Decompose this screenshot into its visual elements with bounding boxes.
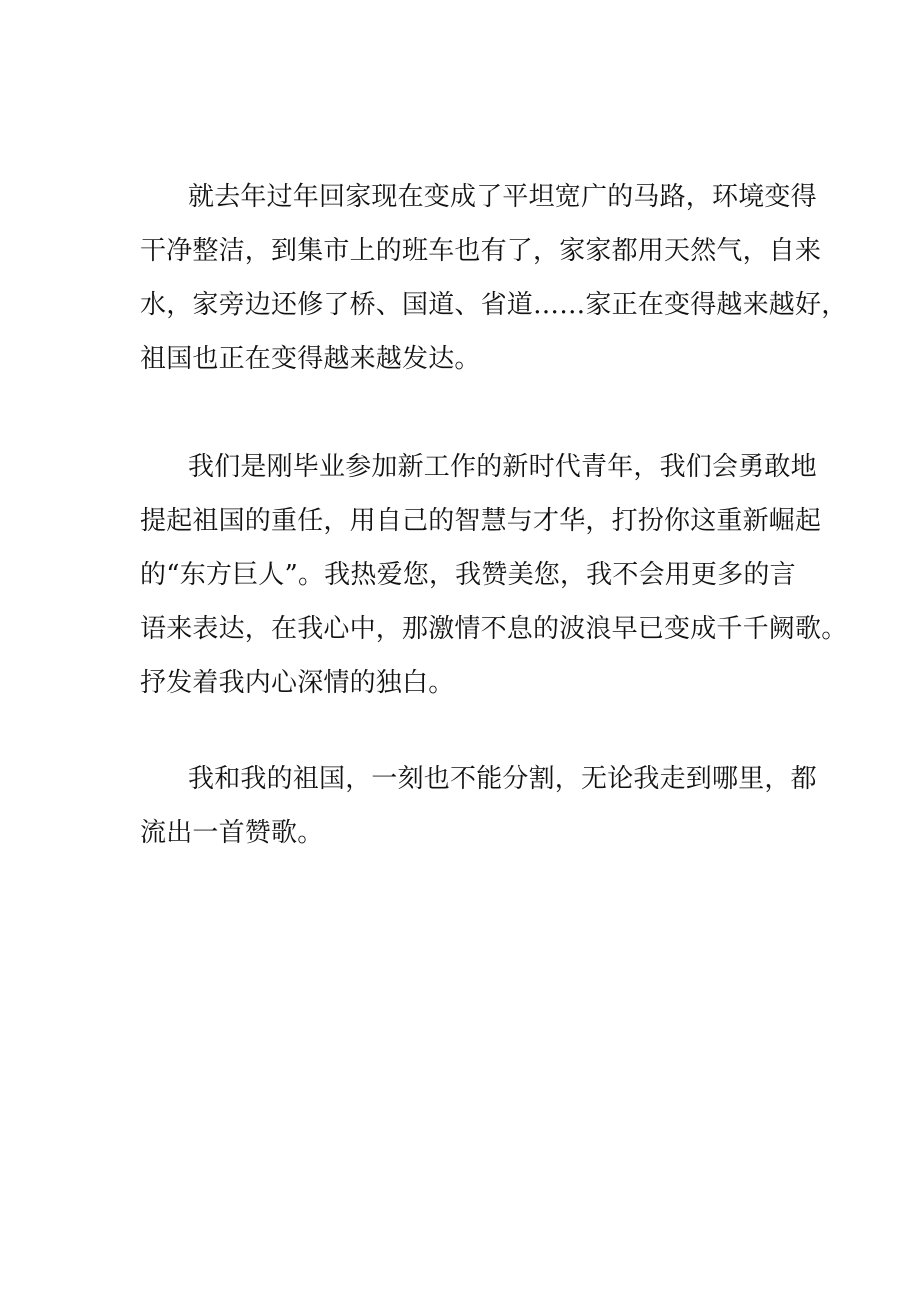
- paragraph-2: [140, 440, 848, 710]
- paragraph-line: 提起祖国的重任，用自己的智慧与才华，打扮你这重新崛起: [140, 506, 822, 536]
- paragraph-line: 祖国也正在变得越来越发达。: [140, 344, 481, 374]
- paragraph-line: 语来表达，在我心中，那激情不息的波浪早已变成千千阙歌。: [140, 614, 848, 644]
- paragraph-line: 水，家旁边还修了桥、国道、省道……家正在变得越来越好，: [140, 290, 848, 320]
- paragraph-line: 干净整洁，到集市上的班车也有了，家家都用天然气，自来: [140, 236, 822, 266]
- paragraph-line: 的“东方巨人”。我热爱您，我赞美您，我不会用更多的言: [140, 560, 796, 590]
- paragraph-3: [140, 752, 817, 860]
- paragraph-line: 就去年过年回家现在变成了平坦宽广的马路，环境变得: [188, 182, 817, 212]
- paragraph-line: 我和我的祖国，一刻也不能分割，无论我走到哪里，都: [188, 764, 817, 794]
- paragraph-1: [140, 170, 848, 386]
- paragraph-line: 流出一首赞歌。: [140, 818, 324, 848]
- paragraph-line: 抒发着我内心深情的独白。: [140, 668, 455, 698]
- paragraph-line: 我们是刚毕业参加新工作的新时代青年，我们会勇敢地: [188, 452, 817, 482]
